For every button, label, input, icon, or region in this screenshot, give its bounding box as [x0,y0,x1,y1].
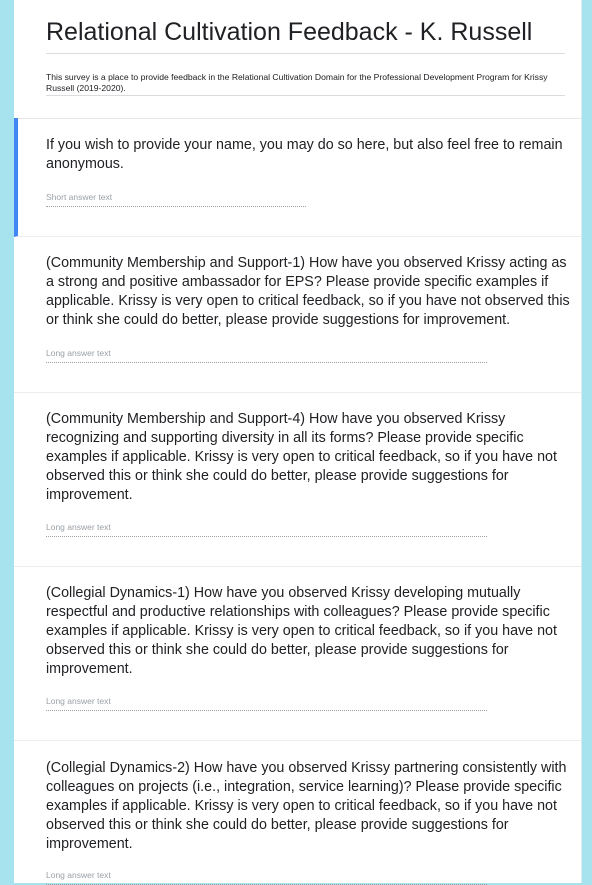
question-card-community-1[interactable] [14,237,582,393]
description-divider [46,95,565,96]
question-text-community-4: (Community Membership and Support-4) How have you observed Krissy recognizing and supporting diversity in all its forms? Please provide specific examples if applicable. Krissy is very open to critical feedback, so if you have not observed this or think she could do better, please provide suggestions for improvement. [46,411,557,503]
long-answer-field-community-1[interactable]: Long answer text [46,348,487,363]
form-description: This survey is a place to provide feedback in the Relational Cultivation Domain for the Professional Development Program for Krissy Russell (2019-2020). [46,72,548,93]
question-text-community-1: (Community Membership and Support-1) How have you observed Krissy acting as a strong and positive ambassador for EPS? Please provide specific examples if applicable. Krissy is very open to critical feedback, so if you have not observed this or think she could do better, please provide suggestions for improvement. [46,255,570,328]
title-divider [46,53,565,54]
long-answer-field-collegial-2[interactable]: Long answer text [46,870,487,885]
question-text-name: If you wish to provide your name, you may do so here, but also feel free to remain anonymous. [46,137,563,172]
form-header-card [14,0,582,119]
question-card-collegial-2[interactable] [14,741,582,883]
question-text-collegial-1: (Collegial Dynamics-1) How have you observed Krissy developing mutually respectful and productive relationships with colleagues? Please provide specific examples if applicable. Krissy is very open to critical feedback, so if you have not observed this or think she could do better, please provide suggestions for improvement. [46,585,557,677]
long-answer-field-community-4[interactable]: Long answer text [46,522,487,537]
form-sheet [14,0,582,883]
short-answer-field[interactable]: Short answer text [46,192,306,207]
long-answer-field-collegial-1[interactable]: Long answer text [46,696,487,711]
question-card-name[interactable] [14,118,582,237]
form-title: Relational Cultivation Feedback - K. Russell [46,18,533,46]
question-text-collegial-2: (Collegial Dynamics-2) How have you observed Krissy partnering consistently with colleagues on projects (i.e., integration, service learning)? Please provide specific examples if applicable. Krissy is very open to critical feedback, so if you have not observed this or think she could do better, please provide suggestions for improvement. [46,760,567,852]
question-card-collegial-1[interactable] [14,567,582,741]
question-card-community-4[interactable] [14,393,582,567]
